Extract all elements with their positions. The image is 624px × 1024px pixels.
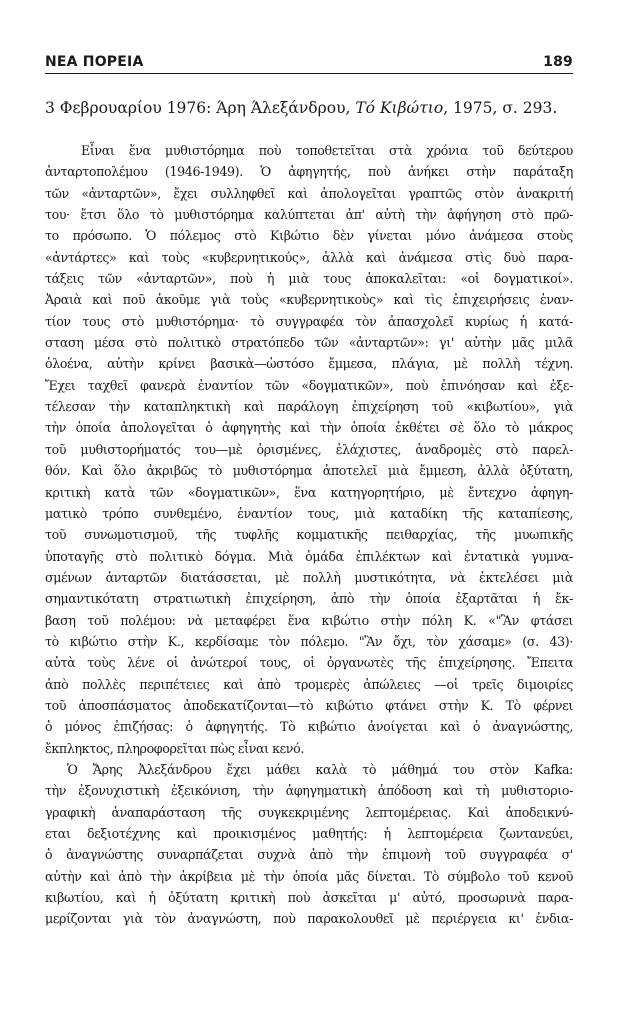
article-body <box>45 140 573 930</box>
text-line: μερίζονται γιὰ τὸν ἀναγνώστη, ποὺ παρακολουθεῖ μὲ περιέργεια κι' ἐνδια- <box>45 911 573 927</box>
text-line: «ἀντάρτες» καὶ τοὺς «κυβερνητικούς», ἀλλὰ καὶ ἀνάμεσα στὶς δυὸ παρα- <box>45 249 573 265</box>
review-heading <box>45 98 573 118</box>
text-line: τέλεσαν τὴν καταπληκτικὴ καὶ παράλογη ἐπιχείρηση τοῦ «κιβωτίου», γιὰ <box>45 399 573 415</box>
text-line: κριτικὴ κατὰ τῶν «δογματικῶν», ἕνα κατηγορητήριο, μὲ ἔντεχνο ἀφηγη- <box>45 484 573 500</box>
review-date: 3 Φεβρουαρίου 1976: <box>45 99 217 117</box>
text-line: Ἀραιὰ καὶ ποῦ ἀκοῦμε γιὰ τοὺς «κυβερνητικοὺς» καὶ τὶς ἐπιχειρήσεις ἐναν- <box>45 292 573 308</box>
page-number: 189 <box>543 54 573 70</box>
text-line: κιβωτίου, καὶ ἡ ὀξύτατη κριτικὴ ποὺ ἀσκεῖται μ' αὐτό, προσωρινὰ παρα- <box>45 890 573 906</box>
text-line: σταση μέσα στὸ πολιτικὸ στρατόπεδο τῶν «ἀνταρτῶν»: γι' αὐτὴν μᾶς μιλᾶ <box>45 335 573 351</box>
text-line: αὐτὰ τοὺς λένε οἱ ἀνώτεροί τους, οἱ ὀργανωτὲς τῆς ἐπιχείρησης. Ἔπειτα <box>45 655 573 671</box>
text-line: τὴν ἐξονυχιστικὴ ἐξεικόνιση, τὴν ἀφηγηματικὴ ἀπόδοση καὶ τὴ μυθιστοριο- <box>45 783 573 799</box>
text-line: ὁ ἀναγνώστης συναρπάζεται συχνὰ ἀπὸ τὴν ἐπιμονὴ τοῦ συγγραφέα σ' <box>45 847 573 863</box>
text-line: τίον τους στὸ μυθιστόρημα· τὸ συγγραφέα τὸν ἀπασχολεῖ κυρίως ἡ κατά- <box>45 313 573 329</box>
text-line: εται δεξιοτέχνης καὶ προικισμένος μαθητής: ἡ λεπτομέρεια ζωντανεύει, <box>45 826 573 841</box>
text-line: σημαντικότατη στρατιωτικὴ ἐπιχείρηση, ἀπὸ τὴν ὁποία ἐξαρτᾶται ἡ ἔκ- <box>45 591 573 607</box>
text-line: του· ἔτσι ὅλο τὸ μυθιστόρημα καλύπτεται ἀπ' αὐτὴ τὴν ἀφήγηση στὸ πρῶ- <box>45 207 573 223</box>
text-line: τῶν «ἀνταρτῶν», ἔχει συλληφθεῖ καὶ ἀπολογεῖται γραπτῶς στὸν ἀνακριτή <box>45 185 573 201</box>
text-line: βαση τοῦ πολέμου: νὰ μεταφέρει ἕνα κιβώτιο στὴν πόλη Κ. «"Ἂν φτάσει <box>45 612 573 628</box>
paragraph-1 <box>45 140 573 759</box>
text-line: ἔκπληκτος, πληροφορεῖται πὼς εἶναι κενό. <box>45 740 304 756</box>
paragraph-2 <box>45 759 573 930</box>
review-author: Άρη Άλεξάνδρου, <box>216 99 356 117</box>
text-line: ματικὸ τρόπο συνθεμένο, ἐναντίον τους, μιὰ καταδίκη τῆς καταπίεσης, <box>45 505 573 521</box>
text-line: τὸ κιβώτιο στὴν Κ., κερδίσαμε τὸν πόλεμο. "Ἂν ὄχι, τὸν χάσαμε» (σ. 43)· <box>45 633 573 649</box>
journal-title: ΝΕΑ ΠΟΡΕΙΑ <box>45 54 144 70</box>
text-line: ὁλοένα, αὐτὴν κρίνει βασικὰ—ὡστόσο ἔμμεσα, πλάγια, μὲ πολλὴ τέχνη. <box>45 356 573 372</box>
text-line: τοῦ ἀποσπάσματος ἀποδεκατίζονται—τὸ κιβώτιο φτάνει στὴν Κ. Τὸ φέρνει <box>45 697 573 713</box>
text-line: τὴν ὁποία ἀπολογεῖται ὁ ἀφηγητὴς καὶ τὴν ὁποία ἐκθέτει σὲ ὅλο τὸ μάκρος <box>45 420 573 436</box>
running-head <box>45 54 573 74</box>
text-line: ἀπὸ πολλὲς περιπέτειες καὶ ἀπὸ τρομερὲς ἀπώλειες —οἱ τρεῖς διμοιρίες <box>45 676 573 692</box>
text-line: σμένων ἀνταρτῶν διατάσσεται, μὲ πολλὴ μυστικότητα, νὰ ἐκτελέσει μιὰ <box>45 569 573 585</box>
text-line: Ἔχει ταχθεῖ φανερὰ ἐναντίον τῶν «δογματικῶν», ποὺ ἐπινόησαν καὶ ἐξε- <box>45 377 573 393</box>
text-line: το πρόσωπο. Ὁ πόλεμος στὸ Κιβώτιο δὲν γίνεται μόνο ἀνάμεσα στοὺς <box>45 228 573 244</box>
text-line: ὑποταγῆς στὸ πολιτικὸ δόγμα. Μιὰ ὁμάδα ἐπιλέκτων καὶ ἐντατικὰ γυμνα- <box>45 548 573 564</box>
review-book-title: Τό Κιβώτιο <box>355 99 444 117</box>
text-line: γραφικὴ ἀναπαράσταση τῆς συγκεκριμένης λεπτομέρειας. Καὶ ἀποδεικνύ- <box>45 804 573 820</box>
text-line: Εἶναι ἕνα μυθιστόρημα ποὺ τοποθετεῖται στὰ χρόνια τοῦ δεύτερου <box>81 143 573 158</box>
text-line: θόν. Καὶ ὅλο ἀκριβῶς τὸ μυθιστόρημα ἀποτελεῖ μιὰ ἔμμεση, ἀλλὰ ὀξύτατη, <box>45 463 573 479</box>
page <box>45 54 573 930</box>
text-line: ὁ μόνος ἐπιζήσας: ὁ ἀφηγητής. Τὸ κιβώτιο ἀνοίγεται καὶ ὁ ἀναγνώστης, <box>45 719 573 735</box>
text-line: αὐτὴν καὶ ἀπὸ τὴν ἀκρίβεια μὲ τὴν ὁποία μᾶς δίνεται. Τὸ σύμβολο τοῦ κενοῦ <box>45 868 573 884</box>
text-line: τοῦ μυθιστορήματός του—μὲ ὁρισμένες, ἐλάχιστες, ἀναδρομὲς στὸ παρελ- <box>45 441 573 457</box>
text-line: ἀνταρτοπολέμου (1946-1949). Ὁ ἀφηγητής, ποὺ ἀνήκει στὴν παράταξη <box>45 164 573 180</box>
text-line: τοῦ συνωμοτισμοῦ, τῆς τυφλῆς κομματικῆς πειθαρχίας, τῆς μυωπικῆς <box>45 527 573 543</box>
review-details: , 1975, σ. 293. <box>443 99 558 117</box>
text-line: Ὁ Ἄρης Ἀλεξάνδρου ἔχει μάθει καλὰ τὸ μάθημά του στὸν Kafka: <box>67 761 573 777</box>
text-line: τάξεις τῶν «ἀνταρτῶν», ποὺ ἡ μιὰ τους ἀποκαλεῖται: «οἱ δογματικοί». <box>45 271 573 287</box>
